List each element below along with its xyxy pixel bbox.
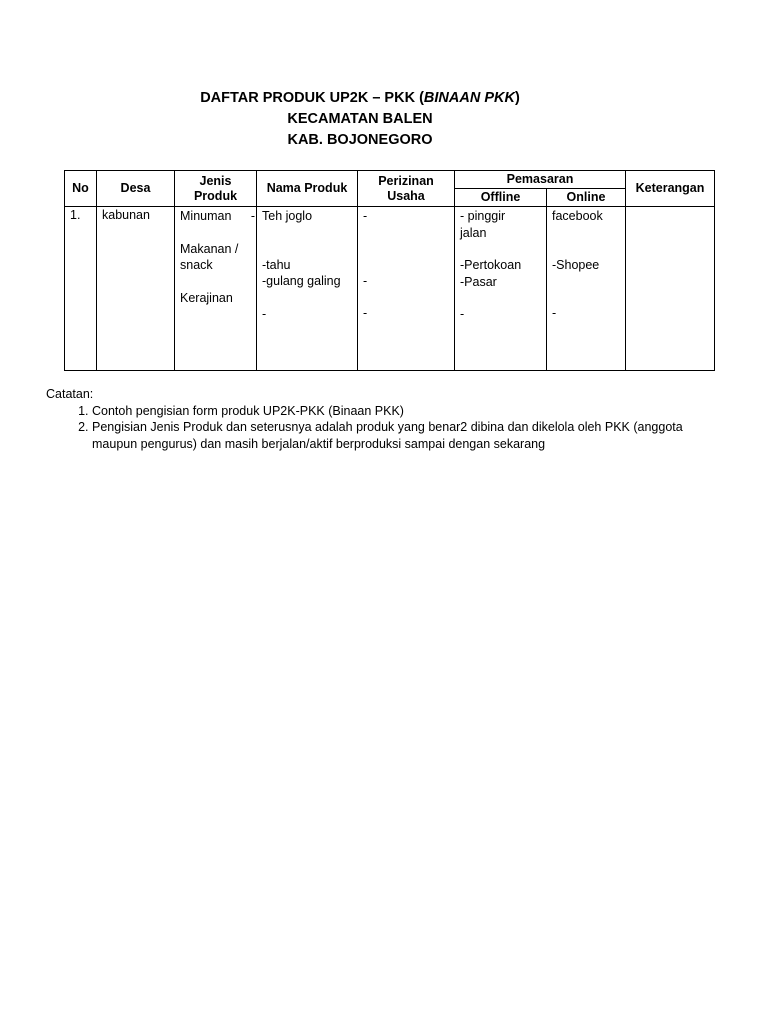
cell-desa: kabunan — [97, 207, 175, 371]
product-table — [64, 170, 715, 371]
header-online: Online — [547, 189, 626, 207]
title-line-1: DAFTAR PRODUK UP2K – PKK (BINAAN PKK) — [200, 90, 520, 106]
cell-no: 1. — [65, 207, 97, 371]
cell-offline: - pinggir jalan -Pertokoan -Pasar - — [455, 207, 547, 371]
header-pemasaran: Pemasaran — [455, 171, 626, 189]
cell-jenis: Minuman - Makanan / snack Kerajinan — [175, 207, 257, 371]
cell-nama-produk: Teh joglo -tahu -gulang galing - — [257, 207, 358, 371]
header-desa: Desa — [97, 171, 175, 207]
header-offline: Offline — [455, 189, 547, 207]
cell-keterangan — [626, 207, 715, 371]
title-line-3: KAB. BOJONEGORO — [287, 132, 433, 148]
title-line-2: KECAMATAN BALEN — [287, 111, 433, 127]
header-nama-produk: Nama Produk — [257, 171, 358, 207]
header-keterangan: Keterangan — [626, 171, 715, 207]
header-perizinan-usaha: Perizinan Usaha — [358, 171, 455, 207]
notes-label: Catatan: — [46, 387, 94, 401]
note-item: 1. Contoh pengisian form produk UP2K-PKK (Binaan PKK) — [92, 403, 686, 420]
header-jenis-produk: Jenis Produk — [175, 171, 257, 207]
minuman-dash: - — [250, 209, 255, 223]
notes-list — [46, 403, 686, 453]
document-title — [0, 88, 720, 151]
notes-section — [46, 386, 686, 452]
title-italic: BINAAN PKK — [423, 90, 515, 106]
cell-online: facebook -Shopee - — [547, 207, 626, 371]
header-no: No — [65, 171, 97, 207]
cell-perizinan: - - - — [358, 207, 455, 371]
note-item: 2. Pengisian Jenis Produk dan seterusnya adalah produk yang benar2 dibina dan dikelola oleh PKK (anggota maupun pengurus) dan masih berjalan/aktif berproduksi sampai dengan sekarang — [92, 419, 686, 452]
table-row — [65, 207, 715, 371]
